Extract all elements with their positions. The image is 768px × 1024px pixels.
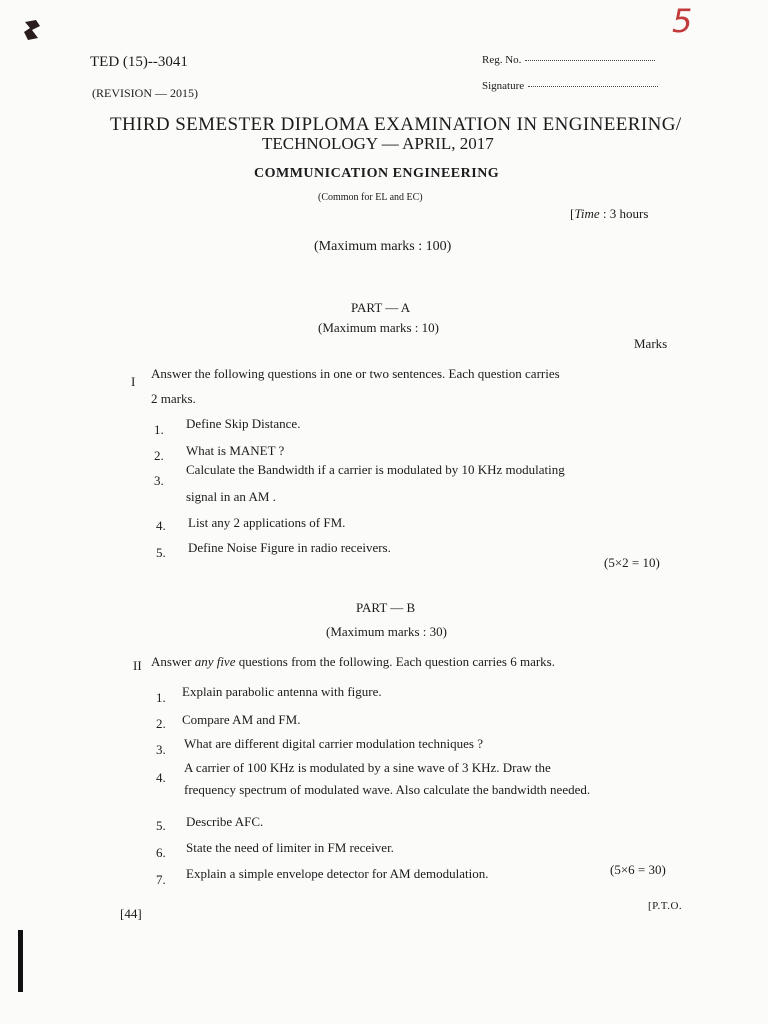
- question-number: 6.: [156, 845, 166, 860]
- instruction-text: questions from the following. Each question carries 6 marks.: [235, 654, 555, 669]
- part-a-score: (5×2 = 10): [604, 555, 660, 570]
- exam-title-line1: THIRD SEMESTER DIPLOMA EXAMINATION IN ENGINEERING/: [110, 114, 682, 135]
- question-number: 7.: [156, 872, 166, 887]
- question-number: 2.: [156, 716, 166, 731]
- part-b-roman: II: [133, 658, 142, 673]
- time-value: : 3 hours: [602, 206, 649, 221]
- question-number: 1.: [154, 422, 164, 437]
- time-allowed: [Time : 3 hours: [570, 206, 649, 221]
- common-branches: (Common for EL and EC): [318, 192, 423, 203]
- question-text: Compare AM and FM.: [182, 712, 301, 727]
- question-text: List any 2 applications of FM.: [188, 515, 346, 530]
- part-b-score: (5×6 = 30): [610, 862, 666, 877]
- question-text: What is MANET ?: [186, 443, 285, 458]
- part-a-instruction-line2: 2 marks.: [151, 391, 196, 406]
- question-text-continued: signal in an AM .: [186, 489, 276, 504]
- reg-no-label: Reg. No.: [482, 54, 522, 66]
- revision-label: (REVISION — 2015): [92, 86, 198, 100]
- question-text: Describe AFC.: [186, 814, 264, 829]
- part-a-roman: I: [131, 374, 136, 389]
- time-label: Time: [574, 206, 600, 221]
- question-text: Calculate the Bandwidth if a carrier is modulated by 10 KHz modulating: [186, 462, 565, 477]
- question-number: 4.: [156, 518, 166, 533]
- question-text: Define Noise Figure in radio receivers.: [188, 540, 391, 555]
- part-a-heading: PART — A: [351, 300, 411, 315]
- question-text: Explain parabolic antenna with figure.: [182, 684, 382, 699]
- instruction-text: Answer: [151, 654, 195, 669]
- question-number: 3.: [154, 473, 164, 488]
- question-number: 1.: [156, 690, 166, 705]
- question-text: Explain a simple envelope detector for AM demodulation.: [186, 866, 489, 881]
- pto-label: [P.T.O.: [648, 900, 683, 912]
- part-a-instruction-line1: Answer the following questions in one or two sentences. Each question carries: [151, 366, 560, 381]
- question-number: 4.: [156, 770, 166, 785]
- signature-field: [482, 80, 658, 92]
- reg-no-blank: [525, 60, 655, 61]
- staple-mark-icon: [22, 18, 42, 42]
- signature-blank: [528, 86, 658, 87]
- question-number: 2.: [154, 448, 164, 463]
- footer-code: [44]: [120, 906, 142, 921]
- exam-title-line2: TECHNOLOGY — APRIL, 2017: [262, 134, 494, 153]
- paper-code: TED (15)--3041: [90, 54, 188, 70]
- question-number: 5.: [156, 818, 166, 833]
- question-text: Define Skip Distance.: [186, 416, 301, 431]
- marks-column-heading: Marks: [634, 336, 668, 351]
- instruction-emphasis: any five: [194, 654, 236, 669]
- handwritten-page-number: 5: [672, 2, 693, 40]
- maximum-marks-total: (Maximum marks : 100): [314, 239, 452, 254]
- question-text: State the need of limiter in FM receiver.: [186, 840, 394, 855]
- question-text: What are different digital carrier modulation techniques ?: [184, 736, 483, 751]
- binding-edge: [18, 930, 23, 992]
- part-a-max-marks: (Maximum marks : 10): [318, 320, 439, 335]
- question-text: A carrier of 100 KHz is modulated by a sine wave of 3 KHz. Draw the: [184, 760, 551, 775]
- part-b-heading: PART — B: [356, 600, 416, 615]
- part-b-max-marks: (Maximum marks : 30): [326, 624, 447, 639]
- question-number: 3.: [156, 742, 166, 757]
- question-number: 5.: [156, 545, 166, 560]
- reg-no-field: [482, 54, 655, 66]
- subject-title: COMMUNICATION ENGINEERING: [254, 166, 500, 181]
- part-b-instruction: [151, 654, 555, 670]
- question-text-continued: frequency spectrum of modulated wave. Also calculate the bandwidth needed.: [184, 782, 591, 797]
- signature-label: Signature: [482, 80, 525, 92]
